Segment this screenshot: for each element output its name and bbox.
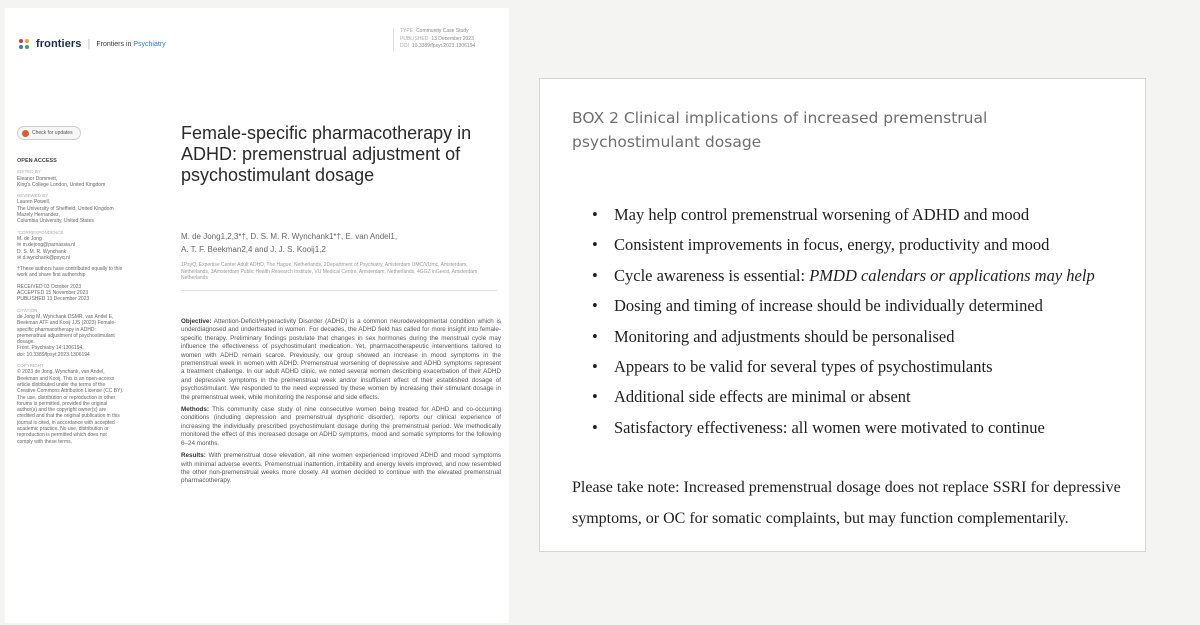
meta-value: 10.3389/fpsyt.2023.1306194 — [411, 43, 476, 49]
implication-item — [592, 261, 1095, 291]
sidebar-line: Lauren Powell, — [17, 199, 51, 206]
abstract-heading: Results: — [181, 452, 206, 460]
sidebar-line: credited and that the original publication in this — [17, 413, 120, 420]
sidebar-line: article distributed under the terms of the — [17, 381, 106, 388]
implication-item — [592, 352, 1095, 382]
implication-text: Monitoring and adjustments should be personalised — [614, 326, 955, 346]
article-abstract — [181, 318, 501, 490]
sidebar-line: Beekman and Kooij. This is an open-access — [17, 375, 115, 382]
abstract-heading: Methods: — [181, 406, 209, 414]
open-access-label: OPEN ACCESS — [17, 158, 57, 164]
implication-text: Additional side effects are minimal or absent — [614, 387, 911, 407]
sidebar-label: REVIEWED BY — [17, 193, 49, 199]
journal-name: Frontiers in Psychiatry — [96, 40, 166, 48]
article-affiliations: 1PsyQ, Expertise Center Adult ADHD, The Hague, Netherlands, 2Department of Psychiatry, Amsterdam UMC/VUmc, Amsterdam, Netherlands, 3Amsterdam Public Health Research Institute, VU Medical Centre, Amsterdam, Netherlands, 4GGZ inGeest, Amsterdam, Netherlands — [181, 262, 497, 291]
sidebar-line: forums is permitted, provided the original — [17, 400, 108, 407]
sidebar-label: *CORRESPONDENCE — [17, 229, 64, 235]
sidebar-line: ACCEPTED 15 November 2023 — [17, 290, 89, 297]
bullet-icon: • — [592, 356, 598, 376]
implications-list — [592, 200, 1095, 443]
sidebar-line: doi: 10.3389/fpsyt.2023.1306194 — [17, 351, 90, 358]
implication-text: Dosing and timing of increase should be individually determined — [614, 296, 1043, 316]
box-title: BOX 2 Clinical implications of increased premenstrual psychostimulant dosage — [572, 109, 988, 151]
sidebar-block — [17, 193, 162, 224]
frontiers-logo-icon — [19, 39, 30, 50]
sidebar-line: Columbia University, United States — [17, 218, 94, 225]
meta-row — [400, 28, 508, 36]
implication-item — [592, 413, 1095, 443]
sidebar-line: Beekman ATF and Kooij JJS (2023) Female- — [17, 320, 116, 327]
sidebar-line: Creative Commons Attribution License (CC BY). — [17, 388, 124, 395]
sidebar-line: © 2023 de Jong, Wynchank, van Andel, — [17, 369, 105, 376]
meta-row — [400, 43, 508, 51]
sidebar-line: King's College London, United Kingdom — [17, 181, 106, 188]
check-for-updates-button[interactable]: Check for updates — [17, 126, 81, 140]
sidebar-line: The use, distribution or reproduction in other — [17, 394, 116, 401]
sidebar-block — [17, 363, 162, 445]
sidebar-line: dosage. — [17, 339, 35, 346]
implication-text: May help control premenstrual worsening of ADHD and mood — [614, 205, 1030, 224]
meta-key: TYPE — [400, 28, 414, 34]
implication-text: Consistent improvements in focus, energy, productivity and mood — [614, 235, 1050, 255]
abstract-text: With premenstrual dose elevation, all nine women experienced improved ADHD and mood symptoms with minimal adverse events. Premenstrual inattention, irritability and energy levels improved, and now resembled the other non-premenstrual weeks more closely. All women decided to continue with the elevated premenstrual pharmacotherapy. — [181, 452, 501, 485]
sidebar-label: COPYRIGHT — [17, 363, 44, 369]
implication-text: Satisfactory effectiveness: all women were motivated to continue — [614, 417, 1045, 437]
article-page — [5, 8, 509, 623]
sidebar-line: Eleanor Dommett, — [17, 175, 58, 182]
sidebar-line: Mazely Hernandez, — [17, 212, 61, 219]
sidebar-line: specific pharmacotherapy in ADHD: — [17, 326, 96, 333]
update-icon — [22, 130, 29, 137]
article-meta — [393, 28, 508, 51]
sidebar-line: Front. Psychiatry 14:1306194. — [17, 345, 84, 352]
box-2-panel — [539, 78, 1146, 552]
sidebar-block — [17, 266, 162, 279]
implication-item — [592, 200, 1095, 230]
sidebar-label: CITATION — [17, 307, 38, 313]
implication-text: Cycle awareness is essential: — [614, 265, 810, 285]
sidebar-line: author(s) and the copyright owner(s) are — [17, 407, 107, 414]
bullet-icon: • — [592, 265, 598, 285]
sidebar-block — [17, 169, 162, 188]
bullet-icon: • — [592, 205, 598, 224]
sidebar-line: premenstrual adjustment of psychostimulant — [17, 332, 115, 339]
implication-item — [592, 382, 1095, 412]
implication-item — [592, 322, 1095, 352]
journal-header: frontiers | Frontiers in Psychiatry — [19, 38, 166, 50]
article-authors: M. de Jong1,2,3*†, D. S. M. R. Wynchank1*†, E. van Andel1, A. T. F. Beekman2,4 and J. J. S. Kooij1,2 — [181, 232, 398, 254]
abstract-text: Attention-Deficit/Hyperactivity Disorder (ADHD) is a common neurodevelopmental condition which is underdiagnosed and undertreated in women. For decades, the ADHD field has called for more insight into female-specific therapy. Preliminary findings postulate that changes in sex hormones during the menstrual cycle may influence the effectiveness of psychostimulant medication. Yet, pharmacotherapeutic interventions tailored to women with ADHD remain scarce. Previously, our group showed an increase in mood symptoms in the premenstrual week in women with ADHD. Premenstrual worsening of depressive and ADHD symptoms represent a treatment challenge. In our adult ADHD clinic, we noted several women describing exacerbation of their ADHD and depressive symptoms in the premenstrual week and/or insufficient effect of their established dosage of psychostimulant. We responded to the need expressed by these women by increasing their stimulant dosage in the premenstrual week, while monitoring the response and side effects. — [181, 318, 501, 401]
sidebar-line: de Jong M, Wynchank DSMR, van Andel E, — [17, 313, 114, 320]
sidebar-line: journal is cited, in accordance with accepted — [17, 419, 115, 426]
sidebar-line: †These authors have contributed equally to this — [17, 266, 123, 273]
sidebar-line: D. S. M. R. Wynchank — [17, 248, 67, 255]
meta-value: 13 December 2023 — [431, 35, 474, 42]
meta-key: PUBLISHED — [400, 35, 429, 42]
abstract-paragraph — [181, 406, 501, 448]
bullet-icon: • — [592, 326, 598, 346]
implication-item — [592, 291, 1095, 321]
bullet-icon: • — [592, 387, 598, 407]
abstract-paragraph — [181, 452, 501, 486]
sidebar-block — [17, 230, 162, 261]
sidebar-line: work and share first authorship — [17, 272, 86, 279]
sidebar-label: EDITED BY — [17, 169, 41, 175]
sidebar-line: academic practice. No use, distribution or — [17, 425, 109, 432]
bullet-icon: • — [592, 296, 598, 316]
bullet-icon: • — [592, 235, 598, 255]
bullet-icon: • — [592, 417, 598, 437]
implication-text: Appears to be valid for several types of psychostimulants — [614, 356, 993, 376]
implication-italic: PMDD calendars or applications may help — [809, 265, 1095, 285]
sidebar-line: M. de Jong — [17, 235, 42, 242]
meta-value: Community Case Study — [416, 28, 469, 34]
meta-key: DOI — [400, 43, 409, 49]
sidebar-line: The University of Sheffield, United Kingdom — [17, 205, 114, 212]
article-sidebar — [17, 158, 162, 445]
meta-row — [400, 36, 508, 44]
sidebar-line: ✉ m.dejong@parnassia.nl — [17, 242, 76, 249]
abstract-heading: Objective: — [181, 318, 212, 325]
sidebar-line: PUBLISHED 13 December 2023 — [17, 296, 90, 303]
sidebar-line: RECEIVED 03 October 2023 — [17, 283, 82, 290]
abstract-paragraph — [181, 318, 501, 402]
abstract-text: This community case study of nine consecutive women being treated for ADHD and co-occurring conditions (including depression and premenstrual dysphoric disorder), reports our clinical experience of increasing the individually prescribed psychostimulant dosage during the premenstrual period. We methodically monitored the effect of this increased dosage on ADHD symptoms, mood and somatic symptoms for the following 6–24 months. — [181, 406, 501, 447]
brand-name: frontiers — [36, 38, 82, 50]
sidebar-block — [17, 284, 162, 303]
article-title: Female-specific pharmacotherapy in ADHD: premenstrual adjustment of psychostimulant dosage — [181, 123, 472, 185]
sidebar-block — [17, 308, 162, 358]
implication-item — [592, 230, 1095, 260]
sidebar-line: reproduction is permitted which does not — [17, 432, 107, 439]
sidebar-line: ✉ d.wynchank@psyq.nl — [17, 254, 70, 261]
sidebar-line: comply with these terms. — [17, 438, 73, 445]
box-note: Please take note: Increased premenstrual dosage does not replace SSRI for depressive symptoms, or OC for somatic complaints, but may function complementarily. — [572, 479, 1121, 527]
